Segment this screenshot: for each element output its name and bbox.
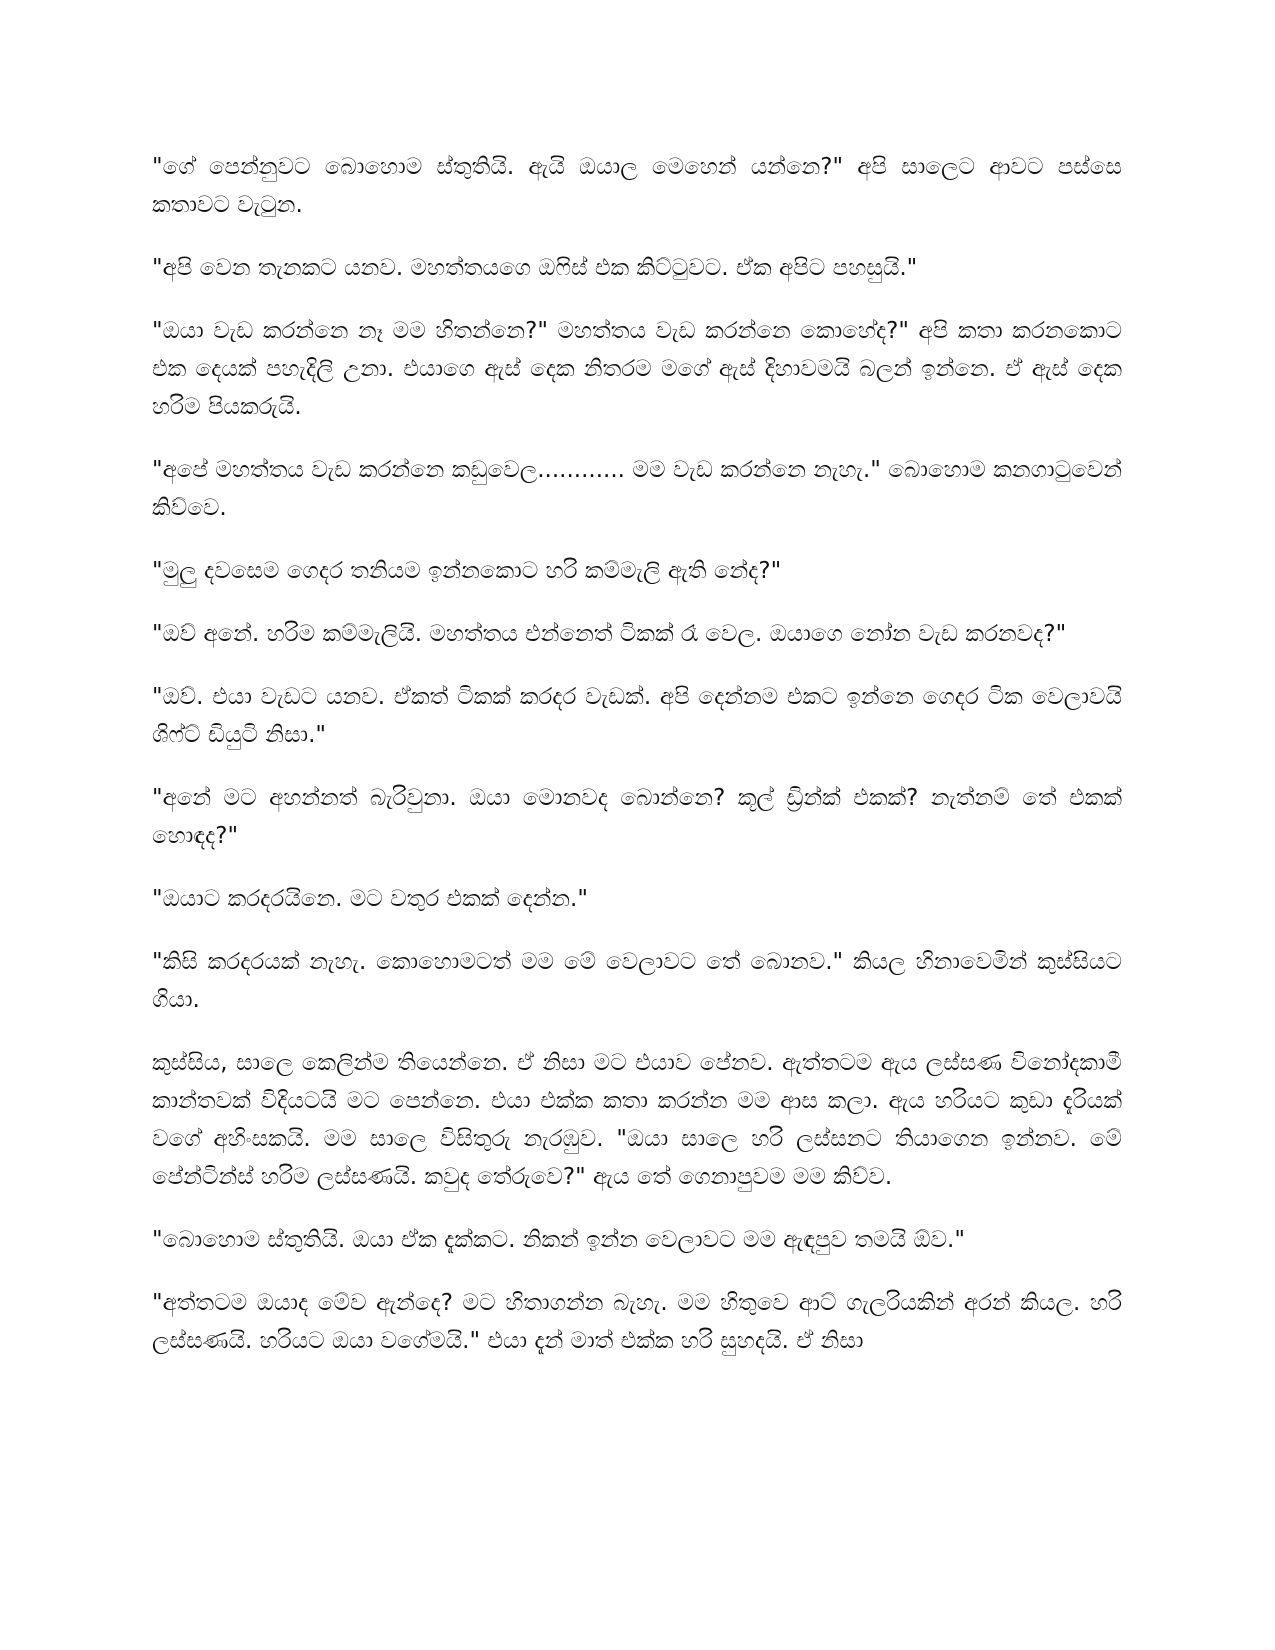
paragraph-9: "ඔයාට කරදරයිනෙ. මට වතුර එකක් දෙන්න."	[152, 886, 588, 912]
story-text	[152, 148, 1122, 1360]
paragraph-11: කුස්සිය, සාලෙ කෙලින්ම තියෙන්නෙ. ඒ නිසා මට එයාව පේනව. ඇත්තටම ඇය ලස්සණ විනෝදකාමී කාන්තවක් විදියටයි මට පෙන්නෙ. එයා එක්ක කතා කරන්න මම ආස කලා. ඇය හරියට කුඩා දැරියක් වගේ අහිංසකයි. මම සාලෙ විසිතුරු නැරඹුව. "ඔයා සාලෙ හරි ලස්සනට තියාගෙන ඉන්නව. මේ පේන්ටින්ස් හරිම ලස්සණයි. කවුද තේරුවෙ?" ඇය තේ ගෙනාපුවම මම කිව්ව.	[152, 1050, 1122, 1190]
paragraph-13: "අත්තටම ඔයාද මේව ඇන්දෙ? මට හිතාගන්න බැහැ. මම හිතුවෙ ආට් ගැලරියකින් අරන් කියල. හරි ලස්සණයි. හරියට ඔයා වගේමයි." එයා දැන් මාත් එක්ක හරි සුහදයි. ඒ නිසා	[152, 1290, 1122, 1354]
paragraph-7: "ඔව්. එයා වැඩට යනව. ඒකත් ටිකක් කරදර වැඩක්. අපි දෙන්නම එකට ඉන්නෙ ගෙදර ටික වෙලාවයි ශිෆ්ට් ඩියුටි නිසා."	[152, 684, 1122, 748]
paragraph-12: "බොහොම ස්තුතියි. ඔයා ඒක දැක්කට. නිකන් ඉන්න වෙලාවට මම ඇඳපුව තමයි ඕව."	[152, 1227, 965, 1253]
paragraph-10: "කිසි කරදරයක් නැහැ. කොහොමටත් මම මේ වෙලාවට තේ බොනව." කියල හිනාවෙමින් කුස්සියට ගියා.	[152, 949, 1122, 1013]
paragraph-5: "මුලු දවසෙම ගෙදර තනියම ඉන්නකොට හරි කම්මැලි ඇති නේද?"	[152, 558, 782, 584]
paragraph-2: "අපි වෙන තැනකට යනව. මහත්තයගෙ ඔෆිස් එක කිට්ටුවට. ඒක අපිට පහසුයි."	[152, 255, 918, 281]
paragraph-6: "ඔව් අනේ. හරිම කම්මැලියි. මහත්තය එන්නෙත් ටිකක් රෑ වෙල. ඔයාගෙ නෝන වැඩ කරනවද?"	[152, 621, 1067, 647]
paragraph-4: "අපේ මහත්තය වැඩ කරන්නෙ කඩුවෙල............ මම වැඩ කරන්නෙ නැහැ." බොහොම කනගාටුවෙන් කිව්වෙ.	[152, 457, 1122, 521]
paragraph-3: "ඔයා වැඩ කරන්නෙ නෑ මම හිතන්නෙ?" මහත්තය වැඩ කරන්නෙ කොහේද?" අපි කතා කරනකොට එක දෙයක් පහැදිලි උනා. එයාගෙ ඇස් දෙක නිතරම මගේ ඇස් දිහාවමයි බලන් ඉන්නෙ. ඒ ඇස් දෙක හරිම පියකරුයි.	[152, 318, 1122, 420]
paragraph-1: "ගේ පෙන්නුවට බොහොම ස්තුතියි. ඇයි ඔයාල මෙහෙන් යන්නෙ?" අපි සාලෙට ආවට පස්සෙ කතාවට වැටුන.	[152, 154, 1122, 218]
paragraph-8: "අනේ මට අහන්නත් බැරිවුනා. ඔයා මොනවද බොන්නෙ? කූල් ඩ්‍රින්ක් එකක්? නැත්නම් තේ එකක් හොඳද?"	[152, 785, 1122, 849]
